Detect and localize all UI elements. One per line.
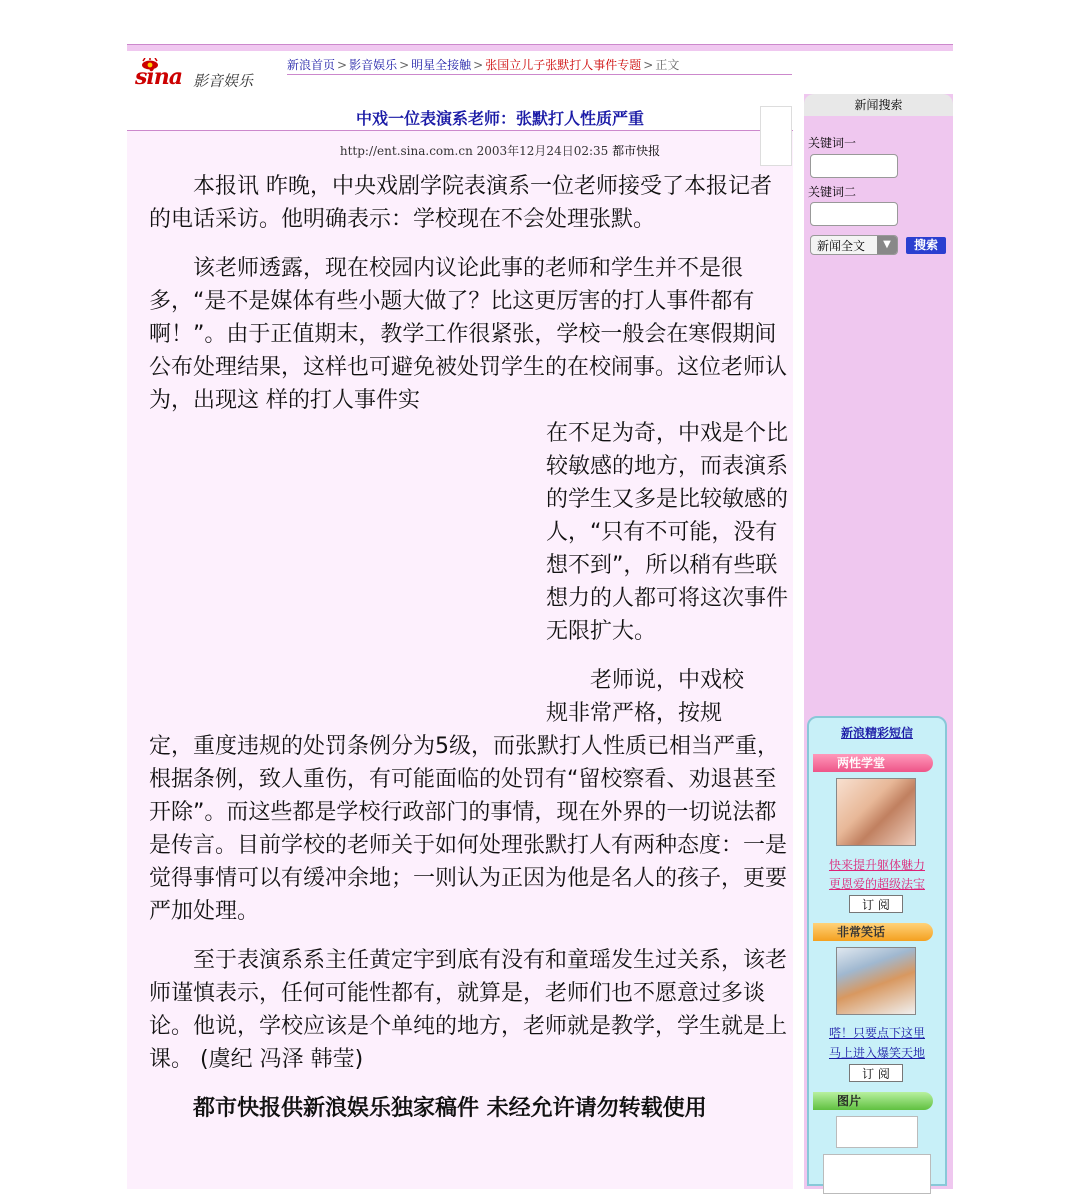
article-title: 中戏一位表演系老师：张默打人性质严重 [355,109,644,128]
paragraph: 本报讯 昨晚，中央戏剧学院表演系一位老师接受了本报记者的电话采访。他明确表示：学校现在不会处理张默。 [149,174,772,232]
breadcrumb-underline [287,74,792,75]
breadcrumb-separator: > [473,58,484,72]
paragraph: 老师说，中戏校规非常严格，按规 [546,668,745,726]
subscribe-button[interactable]: 订 阅 [849,895,903,913]
couple-photo[interactable] [836,778,916,846]
sms-link[interactable]: 更恩爱的超级法宝 [828,877,925,891]
breadcrumb-topic[interactable]: 张国立儿子张默打人事件专题 [485,58,642,72]
copyright-note: 都市快报供新浪娱乐独家稿件 未经允许请勿转载使用 [193,1096,707,1121]
sms-link[interactable]: 快来提升躯体魅力 [828,858,925,872]
breadcrumb-separator: > [643,58,654,72]
subscribe-button[interactable]: 订 阅 [849,1064,903,1082]
breadcrumb-separator: > [337,58,348,72]
keyword1-label: 关键词一 [808,136,857,150]
article [127,102,793,1189]
keyword2-input[interactable] [810,202,898,226]
article-source: 都市快报 [612,144,661,158]
sms-section-pictures: 图片 [813,1092,933,1110]
article-url: http://ent.sina.com.cn [339,144,473,158]
logo-text: sina [135,64,182,90]
search-scope-value: 新闻全文 [817,239,866,253]
top-divider [127,44,953,51]
breadcrumb [287,56,679,73]
sina-logo[interactable] [135,58,265,92]
picture-placeholder [836,1116,918,1148]
sms-link[interactable]: 嗒！只要点下这里 [828,1026,925,1040]
page [127,44,953,1189]
sms-link[interactable]: 马上进入爆笑天地 [828,1046,925,1060]
sms-box [807,716,947,1186]
breadcrumb-current: 正文 [655,58,680,72]
sms-section-jokes: 非常笑话 [813,923,933,941]
article-meta [127,142,873,159]
sms-section-romance: 两性学堂 [813,754,933,772]
breadcrumb-home[interactable]: 新浪首页 [287,58,336,72]
jokes-photo[interactable] [836,947,916,1015]
keyword2-label: 关键词二 [808,185,857,199]
article-body [149,170,789,1141]
paragraph: 在不足为奇，中戏是个比较敏感的地方，而表演系的学生又多是比较敏感的人，“只有不可能，没有想不到”，所以稍有些联想力的人都可将这次事件无限扩大。 [546,421,789,644]
paragraph: 该老师透露，现在校园内议论此事的老师和学生并不是很多，“是不是媒体有些小题大做了？比这更厉害的打人事件都有啊！”。由于正值期末，教学工作很紧张，学校一般会在寒假期间公布处理结果，这样也可避免被处罚学生的在校闹事。这位老师认为，出现这 样的打人事件实 [149,256,788,413]
picture-placeholder [823,1154,931,1194]
keyword1-input[interactable] [810,154,898,178]
chevron-down-icon: ▼ [877,236,897,254]
search-button[interactable]: 搜索 [906,237,946,254]
paragraph: 至于表演系系主任黄定宇到底有没有和童瑶发生过关系，该老师谨慎表示，任何可能性都有，就算是，老师们也不愿意过多谈论。他说，学校应该是个单纯的地方，老师就是教学，学生就是上课。 (虞纪 冯泽 韩莹) [149,948,788,1072]
sidebar [804,94,953,1189]
article-date: 2003年12月24日02:35 [476,144,609,158]
paragraph: 定，重度违规的处罚条例分为5级，而张默打人性质已相当严重，根据条例，致人重伤，有可能面临的处罚有“留校察看、劝退甚至开除”。而这些都是学校行政部门的事情，现在外界的一切说法都是传言。目前学校的老师关于如何处理张默打人有两种态度：一是觉得事情可以有缓冲余地；一则认为正因为他是名人的孩子，更要严加处理。 [149,734,788,924]
search-title: 新闻搜索 [804,94,953,116]
sms-title[interactable]: 新浪精彩短信 [840,726,913,740]
breadcrumb-stars[interactable]: 明星全接触 [411,58,472,72]
breadcrumb-separator: > [399,58,410,72]
breadcrumb-ent[interactable]: 影音娱乐 [349,58,398,72]
search-scope-select[interactable] [810,235,898,255]
logo-subtitle: 影音娱乐 [193,72,254,90]
